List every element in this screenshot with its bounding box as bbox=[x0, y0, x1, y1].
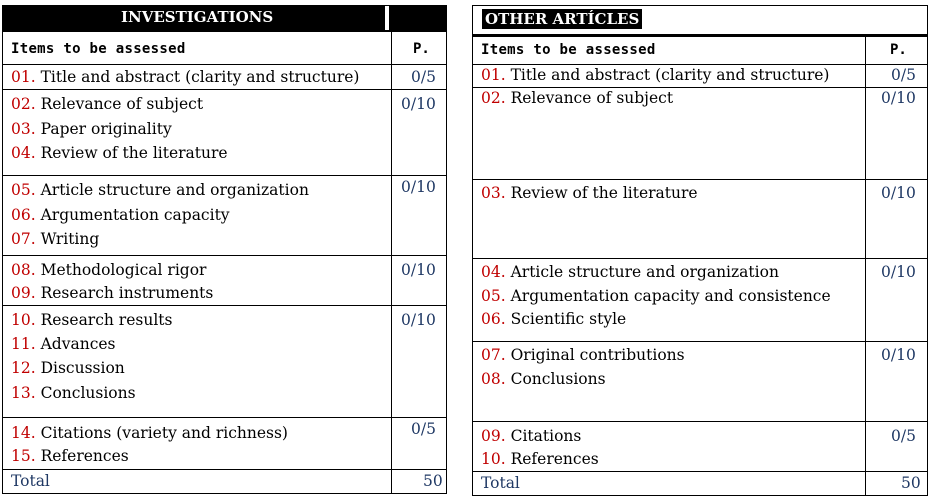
list-item: 02. Relevance of subject bbox=[481, 89, 674, 107]
list-item: 06. Argumentation capacity bbox=[11, 206, 230, 224]
list-item: 04. Review of the literature bbox=[11, 144, 228, 162]
investigations-total-row bbox=[3, 469, 446, 493]
total-value: 50 bbox=[901, 474, 921, 492]
other-articles-group-5 bbox=[473, 341, 927, 421]
total-label: Total bbox=[481, 474, 520, 492]
list-item: 15. References bbox=[11, 447, 129, 465]
other-articles-group-2 bbox=[473, 87, 927, 179]
score-value: 0/5 bbox=[891, 427, 916, 445]
points-header: P. bbox=[890, 42, 907, 58]
investigations-group-4 bbox=[3, 255, 446, 305]
score-value: 0/5 bbox=[411, 68, 436, 86]
investigations-group-6 bbox=[3, 417, 446, 469]
investigations-group-3 bbox=[3, 175, 446, 255]
other-articles-header-row bbox=[473, 37, 927, 64]
list-item: 03. Paper originality bbox=[11, 120, 172, 138]
list-item: 01. Title and abstract (clarity and structure) bbox=[11, 68, 360, 86]
score-value: 0/10 bbox=[401, 261, 436, 279]
investigations-group-5 bbox=[3, 305, 446, 417]
score-value: 0/10 bbox=[401, 178, 436, 196]
score-value: 0/10 bbox=[881, 263, 916, 281]
investigations-group-2 bbox=[3, 89, 446, 175]
list-item: 10. References bbox=[481, 450, 599, 468]
score-value: 0/5 bbox=[411, 420, 436, 438]
other-articles-title-row bbox=[473, 6, 927, 37]
score-value: 0/10 bbox=[401, 95, 436, 113]
score-value: 0/5 bbox=[891, 66, 916, 84]
other-articles-table bbox=[472, 5, 928, 496]
items-header: Items to be assessed bbox=[481, 42, 656, 58]
other-articles-group-3 bbox=[473, 179, 927, 258]
list-item: 04. Article structure and organization bbox=[481, 263, 779, 281]
other-articles-title-bg bbox=[482, 9, 642, 29]
list-item: 03. Review of the literature bbox=[481, 184, 698, 202]
investigations-group-1 bbox=[3, 64, 446, 89]
other-articles-title: OTHER ARTÍCLES bbox=[485, 10, 640, 28]
list-item: 13. Conclusions bbox=[11, 384, 136, 402]
investigations-header-row bbox=[3, 30, 446, 64]
list-item: 07. Original contributions bbox=[481, 346, 685, 364]
score-value: 0/10 bbox=[881, 346, 916, 364]
items-header: Items to be assessed bbox=[11, 41, 186, 57]
other-articles-group-1 bbox=[473, 64, 927, 87]
total-value: 50 bbox=[423, 472, 443, 490]
list-item: 10. Research results bbox=[11, 311, 173, 329]
investigations-title: INVESTIGATIONS bbox=[121, 8, 274, 26]
list-item: 08. Conclusions bbox=[481, 370, 606, 388]
other-articles-group-4 bbox=[473, 258, 927, 341]
list-item: 01. Title and abstract (clarity and structure) bbox=[481, 66, 830, 84]
list-item: 05. Argumentation capacity and consistence bbox=[481, 287, 831, 305]
list-item: 02. Relevance of subject bbox=[11, 95, 204, 113]
points-header: P. bbox=[413, 41, 430, 57]
score-value: 0/10 bbox=[881, 89, 916, 107]
list-item: 08. Methodological rigor bbox=[11, 261, 207, 279]
score-value: 0/10 bbox=[881, 184, 916, 202]
list-item: 11. Advances bbox=[11, 335, 116, 353]
list-item: 05. Article structure and organization bbox=[11, 181, 309, 199]
total-label: Total bbox=[11, 472, 50, 490]
other-articles-total-row bbox=[473, 471, 927, 495]
list-item: 06. Scientific style bbox=[481, 310, 627, 328]
list-item: 14. Citations (variety and richness) bbox=[11, 424, 288, 442]
other-articles-group-6 bbox=[473, 421, 927, 471]
title-gap bbox=[385, 6, 389, 30]
list-item: 12. Discussion bbox=[11, 359, 125, 377]
investigations-table bbox=[2, 5, 447, 494]
list-item: 09. Citations bbox=[481, 427, 582, 445]
score-value: 0/10 bbox=[401, 311, 436, 329]
investigations-title-bar bbox=[3, 6, 446, 30]
list-item: 07. Writing bbox=[11, 230, 100, 248]
list-item: 09. Research instruments bbox=[11, 284, 214, 302]
